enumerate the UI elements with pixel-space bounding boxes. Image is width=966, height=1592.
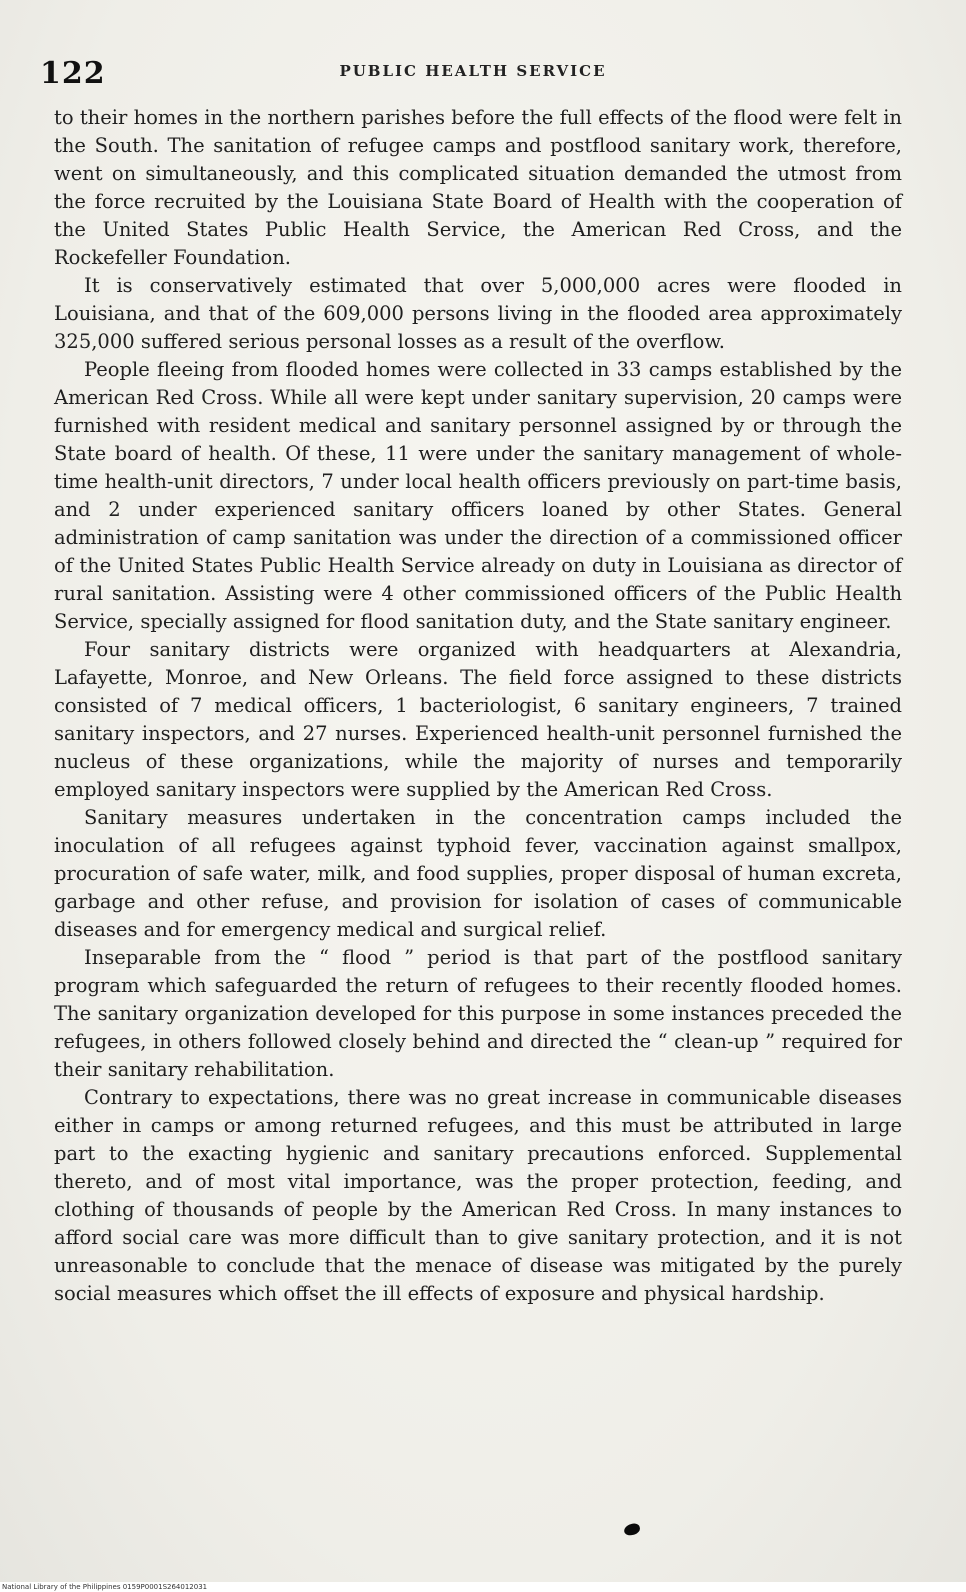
paragraph-postflood: Inseparable from the “ flood ” period is that part of the postflood sanitary program which safeguarded the return of refugees to their recently flooded homes. The sanitary organization developed for this purpose in some instances preceded the refugees, in others followed closely behind and directed the “ clean-up ” required for their sanitary rehabilitation.: [54, 946, 902, 1081]
paragraph-continued: to their homes in the northern parishes before the full effects of the flood were felt in the South. The sanitation of refugee camps and postflood sanitary work, therefore, went on simultaneously, and this complicated situation demanded the utmost from the force recruited by the Louisiana State Board of Health with the cooperation of the United States Public Health Service, the American Red Cross, and the Rockefeller Foundation.: [54, 106, 902, 269]
page-header: [40, 56, 906, 96]
body-text: [54, 104, 902, 1308]
scan-credit: National Library of the Philippines 0159P0001S264012031: [2, 1583, 208, 1591]
paragraph-districts: Four sanitary districts were organized with headquarters at Alexandria, Lafayette, Monroe, and New Orleans. The field force assigned to these districts consisted of 7 medical officers, 1 bacteriologist, 6 sanitary engineers, 7 trained sanitary inspectors, and 27 nurses. Experienced health-unit personnel furnished the nucleus of these organizations, while the majority of nurses and temporarily employed sanitary inspectors were supplied by the American Red Cross.: [54, 638, 902, 801]
ink-blot-mark: [623, 1522, 641, 1537]
paragraph-camps: People fleeing from flooded homes were collected in 33 camps established by the American Red Cross. While all were kept under sanitary supervision, 20 camps were furnished with resident medical and sanitary personnel assigned by or through the State board of health. Of these, 11 were under the sanitary management of whole-time health-unit directors, 7 under local health officers previously on part-time basis, and 2 under experienced sanitary officers loaned by other States. General administration of camp sanitation was under the direction of a commissioned officer of the United States Public Health Service already on duty in Louisiana as director of rural sanitation. Assisting were 4 other commissioned officers of the Public Health Service, specially assigned for flood sanitation duty, and the State sanitary engineer.: [54, 358, 902, 633]
paragraph-acreage: It is conservatively estimated that over 5,000,000 acres were flooded in Louisiana, and that of the 609,000 persons living in the flooded area approximately 325,000 suffered serious personal losses as a result of the overflow.: [54, 274, 902, 353]
page-number: 122: [40, 56, 106, 91]
paragraph-sanitary-measures: Sanitary measures undertaken in the concentration camps included the inoculation of all refugees against typhoid fever, vaccination against smallpox, procuration of safe water, milk, and food supplies, proper disposal of human excreta, garbage and other refuse, and provision for isolation of cases of communicable diseases and for emergency medical and surgical relief.: [54, 806, 902, 941]
running-head: PUBLIC HEALTH SERVICE: [339, 62, 607, 80]
paragraph-conclusion: Contrary to expectations, there was no great increase in communicable diseases either in camps or among returned refugees, and this must be attributed in large part to the exacting hygienic and sanitary precautions enforced. Supplemental thereto, and of most vital importance, was the proper protection, feeding, and clothing of thousands of people by the American Red Cross. In many instances to afford social care was more difficult than to give sanitary protection, and it is not unreasonable to conclude that the menace of disease was mitigated by the purely social measures which offset the ill effects of exposure and physical hardship.: [54, 1086, 902, 1305]
